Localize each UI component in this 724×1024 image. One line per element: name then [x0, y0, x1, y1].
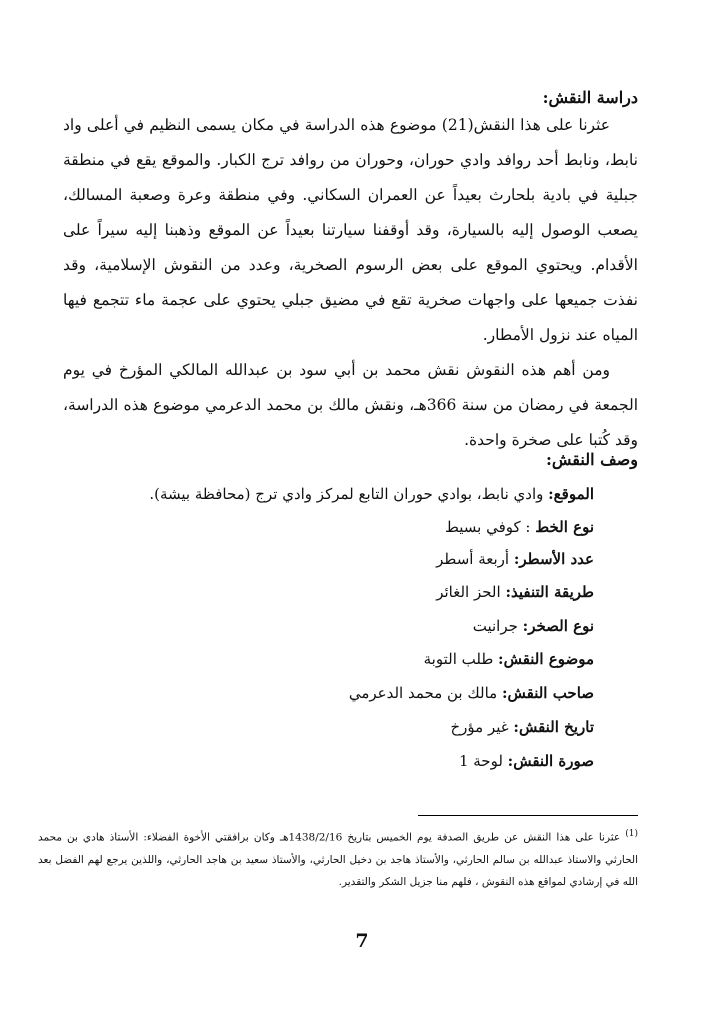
field-location	[149, 485, 594, 503]
field-value: الحز الغائر	[436, 583, 506, 601]
footnote	[38, 823, 638, 893]
footnote-marker: (1)	[625, 829, 638, 839]
page-number: 7	[355, 930, 369, 952]
field-label: نوع الصخر:	[522, 617, 594, 635]
description-heading: وصف النقش:	[546, 450, 638, 469]
field-value: جرانيت	[472, 617, 523, 635]
field-label: تاريخ النقش:	[513, 718, 594, 736]
field-technique	[436, 583, 594, 601]
field-date	[451, 718, 595, 736]
field-label: نوع الخط	[535, 518, 594, 536]
field-value: وادي نابط، بوادي حوران التابع لمركز وادي ترج (محافظة بيشة).	[149, 485, 549, 503]
footnote-separator	[418, 815, 638, 816]
field-value: غير مؤرخ	[450, 718, 514, 736]
field-label: موضوع النقش:	[498, 650, 594, 668]
footnote-text: عثرنا على هذا النقش عن طريق الصدفة يوم الخميس بتاريخ 1438/2/16هـ وكان برافقتي الأخوة الفضلاء: الأستاذ هادي بن محمد الحارثي والاستاذ عبدالله بن سالم الحارثي، والأستاذ هاجد بن دخيل الحارثي، والأستاذ سعيد بن هاجد الحارثي، واللذين يرجع لهم الفضل بعد الله في إرشادي لمواقع هذه النقوش ، فلهم منا جزيل الشكر والتقدير.	[38, 831, 638, 888]
field-line-count	[436, 550, 594, 568]
study-heading: دراسة النقش:	[542, 88, 638, 107]
field-label: صورة النقش:	[507, 752, 594, 770]
field-value: مالك بن محمد الدعرمي	[348, 684, 502, 702]
field-label: صاحب النقش:	[501, 684, 594, 702]
field-image	[459, 752, 594, 770]
field-value: لوحة 1	[458, 752, 508, 770]
field-rock-type	[473, 617, 594, 635]
field-label: عدد الأسطر:	[513, 550, 594, 568]
study-paragraph-2: ومن أهم هذه النقوش نقش محمد بن أبي سود بن عبدالله المالكي المؤرخ في يوم الجمعة في رمضان من سنة 366هـ، ونقش مالك بن محمد الدعرمي موضوع هذه الدراسة، وقد كُتبا على صخرة واحدة.	[63, 361, 638, 449]
field-script-type	[445, 518, 594, 536]
field-value: أربعة أسطر	[436, 550, 514, 568]
study-paragraph-1: عثرنا على هذا النقش(21) موضوع هذه الدراسة في مكان يسمى النظيم في أعلى واد نابط، ونابط أحد روافد وادي حوران، وحوران من روافد ترج الكبار. والموقع يقع في منطقة جبلية في بادية بلحارث بعيداً عن العمران السكاني. وفي منطقة وعرة وصعبة المسالك، يصعب الوصول إليه بالسيارة، وقد أوقفنا سيارتنا بعيداً عن الموقع وذهبنا إليه سيراً على الأقدام. ويحتوي الموقع على بعض الرسوم الصخرية، وعدد من النقوش الإسلامية، وقد نفذت جميعها على واجهات صخرية تقع في مضيق جبلي يحتوي على عجمة ماء تتجمع فيها المياه عند نزول الأمطار.	[63, 116, 638, 344]
field-label: الموقع:	[548, 485, 594, 503]
field-subject	[424, 650, 594, 668]
field-value: : كوفي بسيط	[444, 518, 536, 536]
field-label: طريقة التنفيذ:	[505, 583, 594, 601]
field-value: طلب التوبة	[423, 650, 499, 668]
field-owner	[349, 684, 594, 702]
